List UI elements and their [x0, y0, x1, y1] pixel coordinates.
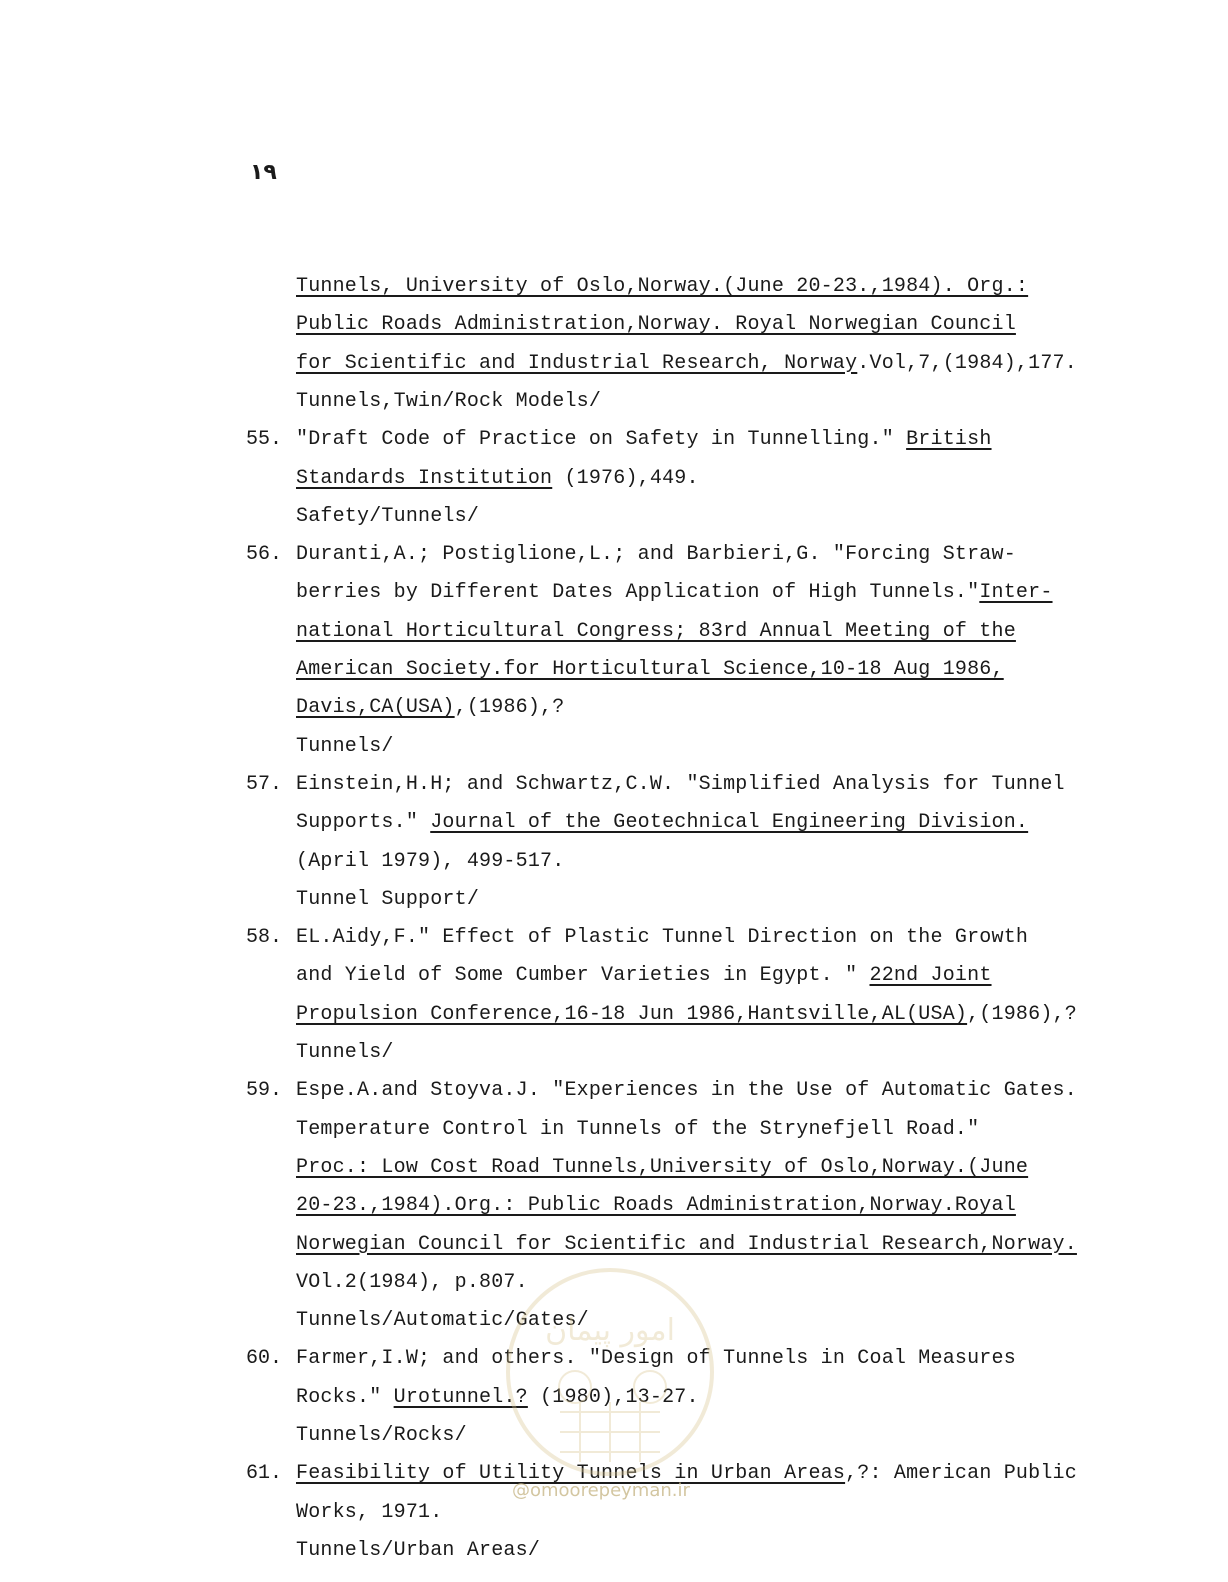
- reference-line: [296, 1417, 467, 1455]
- reference-number: 55.: [246, 428, 283, 452]
- reference-line: [296, 804, 1028, 842]
- reference-text: (1980),13-27.: [527, 1385, 699, 1409]
- reference-text: Espe.A.and Stoyva.J. "Experiences in the Use of Automatic Gates.: [296, 1079, 1077, 1103]
- reference-text: .Vol,7,(1984),177.: [857, 351, 1077, 375]
- reference-line: [296, 498, 479, 536]
- reference-text: "Draft Code of Practice on Safety in Tunnelling.": [296, 428, 907, 452]
- reference-source-title: national Horticultural Congress; 83rd Annual Meeting of the: [296, 619, 1016, 643]
- watermark-logo-text: امور پیمان: [545, 1313, 675, 1348]
- reference-text: Tunnels,Twin/Rock Models/: [296, 389, 602, 413]
- reference-text: Tunnels/Urban Areas/: [296, 1538, 541, 1562]
- reference-line: [296, 1034, 394, 1072]
- page-number: ۱۹: [250, 160, 277, 185]
- watermark-logo: [500, 1262, 720, 1482]
- reference-number: 58.: [246, 926, 283, 950]
- reference-line: [296, 1149, 1028, 1187]
- reference-line: [296, 574, 1053, 612]
- reference-text: Rocks.": [296, 1385, 394, 1409]
- reference-text: ,(1986),?: [967, 1002, 1077, 1026]
- reference-source-title: Standards Institution: [296, 466, 553, 490]
- reference-line: [296, 1111, 979, 1149]
- reference-line: [296, 728, 394, 766]
- reference-source-title: Inter-: [979, 581, 1053, 605]
- reference-text: Temperature Control in Tunnels of the Strynefjell Road.": [296, 1117, 980, 1141]
- reference-source-title: Tunnels, University of Oslo,Norway.(June 20-23.,1984). Org.:: [296, 275, 1029, 298]
- watermark-site: @omoorepeyman.ir: [512, 1480, 690, 1501]
- reference-text: Works, 1971.: [296, 1500, 443, 1524]
- reference-text: Tunnels/: [296, 1041, 394, 1064]
- reference-text: Supports.": [296, 811, 431, 835]
- reference-text: Tunnels/: [296, 734, 394, 758]
- reference-number: 57.: [246, 772, 283, 796]
- reference-line: [296, 957, 992, 995]
- reference-number: 60.: [246, 1347, 283, 1371]
- reference-source-title: Proc.: Low Cost Road Tunnels,University of Oslo,Norway.(June: [296, 1155, 1029, 1179]
- reference-line: [296, 1494, 442, 1532]
- reference-text: and Yield of Some Cumber Varieties in Egypt. ": [296, 964, 870, 988]
- reference-line: [296, 1072, 1077, 1110]
- reference-line: [296, 345, 1077, 383]
- reference-line: [296, 881, 479, 919]
- reference-text: berries by Different Dates Application of High Tunnels.": [296, 581, 980, 605]
- reference-text: Einstein,H.H; and Schwartz,C.W. "Simplified Analysis for Tunnel: [296, 772, 1065, 796]
- reference-line: [296, 1264, 528, 1302]
- reference-text: Tunnel Support/: [296, 887, 480, 911]
- reference-line: [296, 306, 1016, 344]
- reference-text: ,?: American Public: [845, 1462, 1077, 1486]
- reference-line: [296, 1532, 540, 1570]
- reference-line: [296, 689, 564, 727]
- reference-source-title: Feasibility of Utility Tunnels in Urban Areas: [296, 1462, 846, 1486]
- reference-number: 59.: [246, 1079, 283, 1103]
- reference-line: [296, 613, 1016, 651]
- reference-source-title: for Scientific and Industrial Research, Norway: [296, 351, 858, 375]
- reference-line: [296, 536, 1016, 574]
- reference-text: ,(1986),?: [454, 696, 565, 720]
- reference-source-title: Public Roads Administration,Norway. Royal Norwegian Council: [296, 313, 1016, 337]
- reference-source-title: Urotunnel.?: [393, 1385, 528, 1409]
- reference-text: EL.Aidy,F." Effect of Plastic Tunnel Direction on the Growth: [296, 926, 1029, 950]
- reference-line: [296, 460, 699, 498]
- reference-text: Tunnels/Rocks/: [296, 1424, 467, 1447]
- reference-source-title: American Society.for Horticultural Science,10-18 Aug 1986,: [296, 658, 1004, 681]
- reference-line: [296, 843, 564, 881]
- reference-number: 61.: [246, 1462, 283, 1486]
- reference-source-title: 20-23.,1984).Org.: Public Roads Administration,Norway.Royal: [296, 1194, 1016, 1218]
- reference-text: Farmer,I.W; and others. "Design of Tunnels in Coal Measures: [296, 1347, 1016, 1371]
- reference-line: [296, 383, 601, 421]
- reference-text: Safety/Tunnels/: [296, 504, 480, 528]
- reference-number: 56.: [246, 543, 283, 567]
- reference-line: [296, 766, 1065, 804]
- reference-line: [296, 651, 1004, 689]
- reference-text: Tunnels/Automatic/Gates/: [296, 1309, 589, 1333]
- reference-line: [296, 996, 1077, 1034]
- reference-source-title: Davis,CA(USA): [296, 696, 455, 720]
- reference-line: [296, 1187, 1016, 1225]
- reference-source-title: Norwegian Council for Scientific and Industrial Research,Norway.: [296, 1232, 1077, 1256]
- reference-text: VOl.2(1984), p.807.: [296, 1270, 528, 1294]
- reference-line: [296, 1226, 1077, 1264]
- reference-source-title: Propulsion Conference,16-18 Jun 1986,Hantsville,AL(USA): [296, 1002, 968, 1026]
- reference-line: [296, 421, 992, 459]
- reference-source-title: British: [906, 428, 992, 452]
- reference-line: [296, 919, 1028, 957]
- reference-line: [296, 268, 1028, 306]
- reference-source-title: 22nd Joint: [869, 964, 992, 988]
- reference-text: Duranti,A.; Postiglione,L.; and Barbieri,G. "Forcing Straw-: [296, 543, 1016, 567]
- reference-text: (1976),449.: [552, 466, 699, 490]
- reference-source-title: Journal of the Geotechnical Engineering Division.: [430, 811, 1029, 835]
- reference-text: (April 1979), 499-517.: [296, 849, 565, 873]
